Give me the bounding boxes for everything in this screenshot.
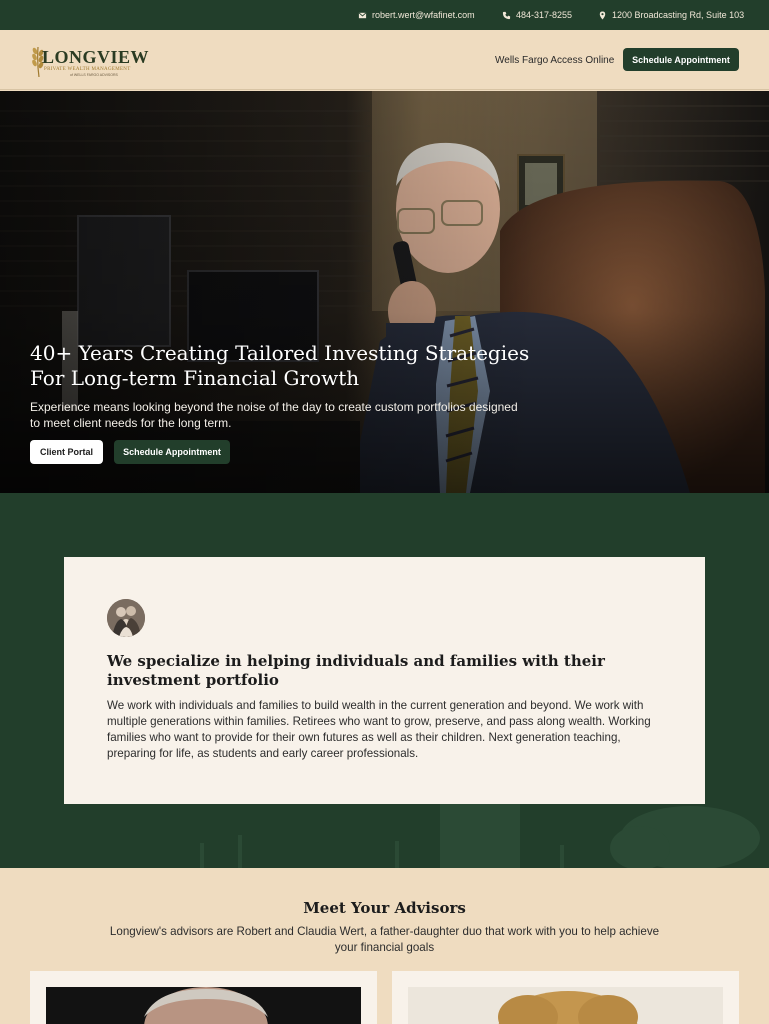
phone-icon (502, 11, 511, 20)
specialize-title: We specialize in helping individuals and families with their investment portfolio (107, 652, 605, 689)
advisors-section (0, 868, 769, 1024)
logo-tagline: PRIVATE WEALTH MANAGEMENT (44, 67, 131, 72)
hero-section (0, 91, 769, 493)
family-avatar (107, 599, 145, 637)
advisors-title: Meet Your Advisors (303, 899, 466, 917)
specialize-card (64, 557, 705, 804)
contact-bar (0, 0, 769, 30)
envelope-icon (358, 11, 367, 20)
advisor-card-robert[interactable] (30, 971, 377, 1024)
header-schedule-appointment-button[interactable]: Schedule Appointment (623, 48, 739, 71)
map-pin-icon (598, 11, 607, 20)
advisor-photo-claudia (408, 987, 723, 1024)
hero-title: 40+ Years Creating Tailored Investing Strategies For Long-term Financial Growth (30, 341, 530, 390)
advisor-card-claudia[interactable] (392, 971, 739, 1024)
address-link[interactable] (598, 10, 744, 20)
advisor-photo-robert (46, 987, 361, 1024)
hero-schedule-appointment-button[interactable]: Schedule Appointment (114, 440, 230, 464)
site-header (0, 30, 769, 90)
longview-logo[interactable] (30, 43, 150, 79)
phone-text: 484-317-8255 (516, 10, 573, 20)
advisors-subtitle: Longview's advisors are Robert and Claudia Wert, a father-daughter duo that work with you to help achieve your financial goals (109, 925, 660, 954)
wells-fargo-access-link[interactable]: Wells Fargo Access Online (495, 55, 615, 66)
hero-subtitle: Experience means looking beyond the noise of the day to create custom portfolios designed to meet client needs for the long term. (30, 400, 518, 430)
email-text: robert.wert@wfafinet.com (372, 10, 475, 20)
email-link[interactable] (358, 10, 475, 20)
specialize-section (0, 493, 769, 868)
hero-photo (0, 91, 769, 493)
phone-link[interactable] (502, 10, 572, 20)
logo-name: LONGVIEW (42, 47, 150, 67)
logo-subline: of WELLS FARGO ADVISORS (70, 73, 118, 77)
client-portal-button[interactable]: Client Portal (30, 440, 103, 464)
specialize-body: We work with individuals and families to build wealth in the current generation and beyond. We work with multiple generations within families. Retirees who want to grow, preserve, and pass along wealth. Working families who want to provide for their own futures as well as their children. Next generation teaching, preparing for life, as students and early career professionals. (107, 699, 651, 760)
address-text: 1200 Broadcasting Rd, Suite 103 (612, 10, 745, 20)
